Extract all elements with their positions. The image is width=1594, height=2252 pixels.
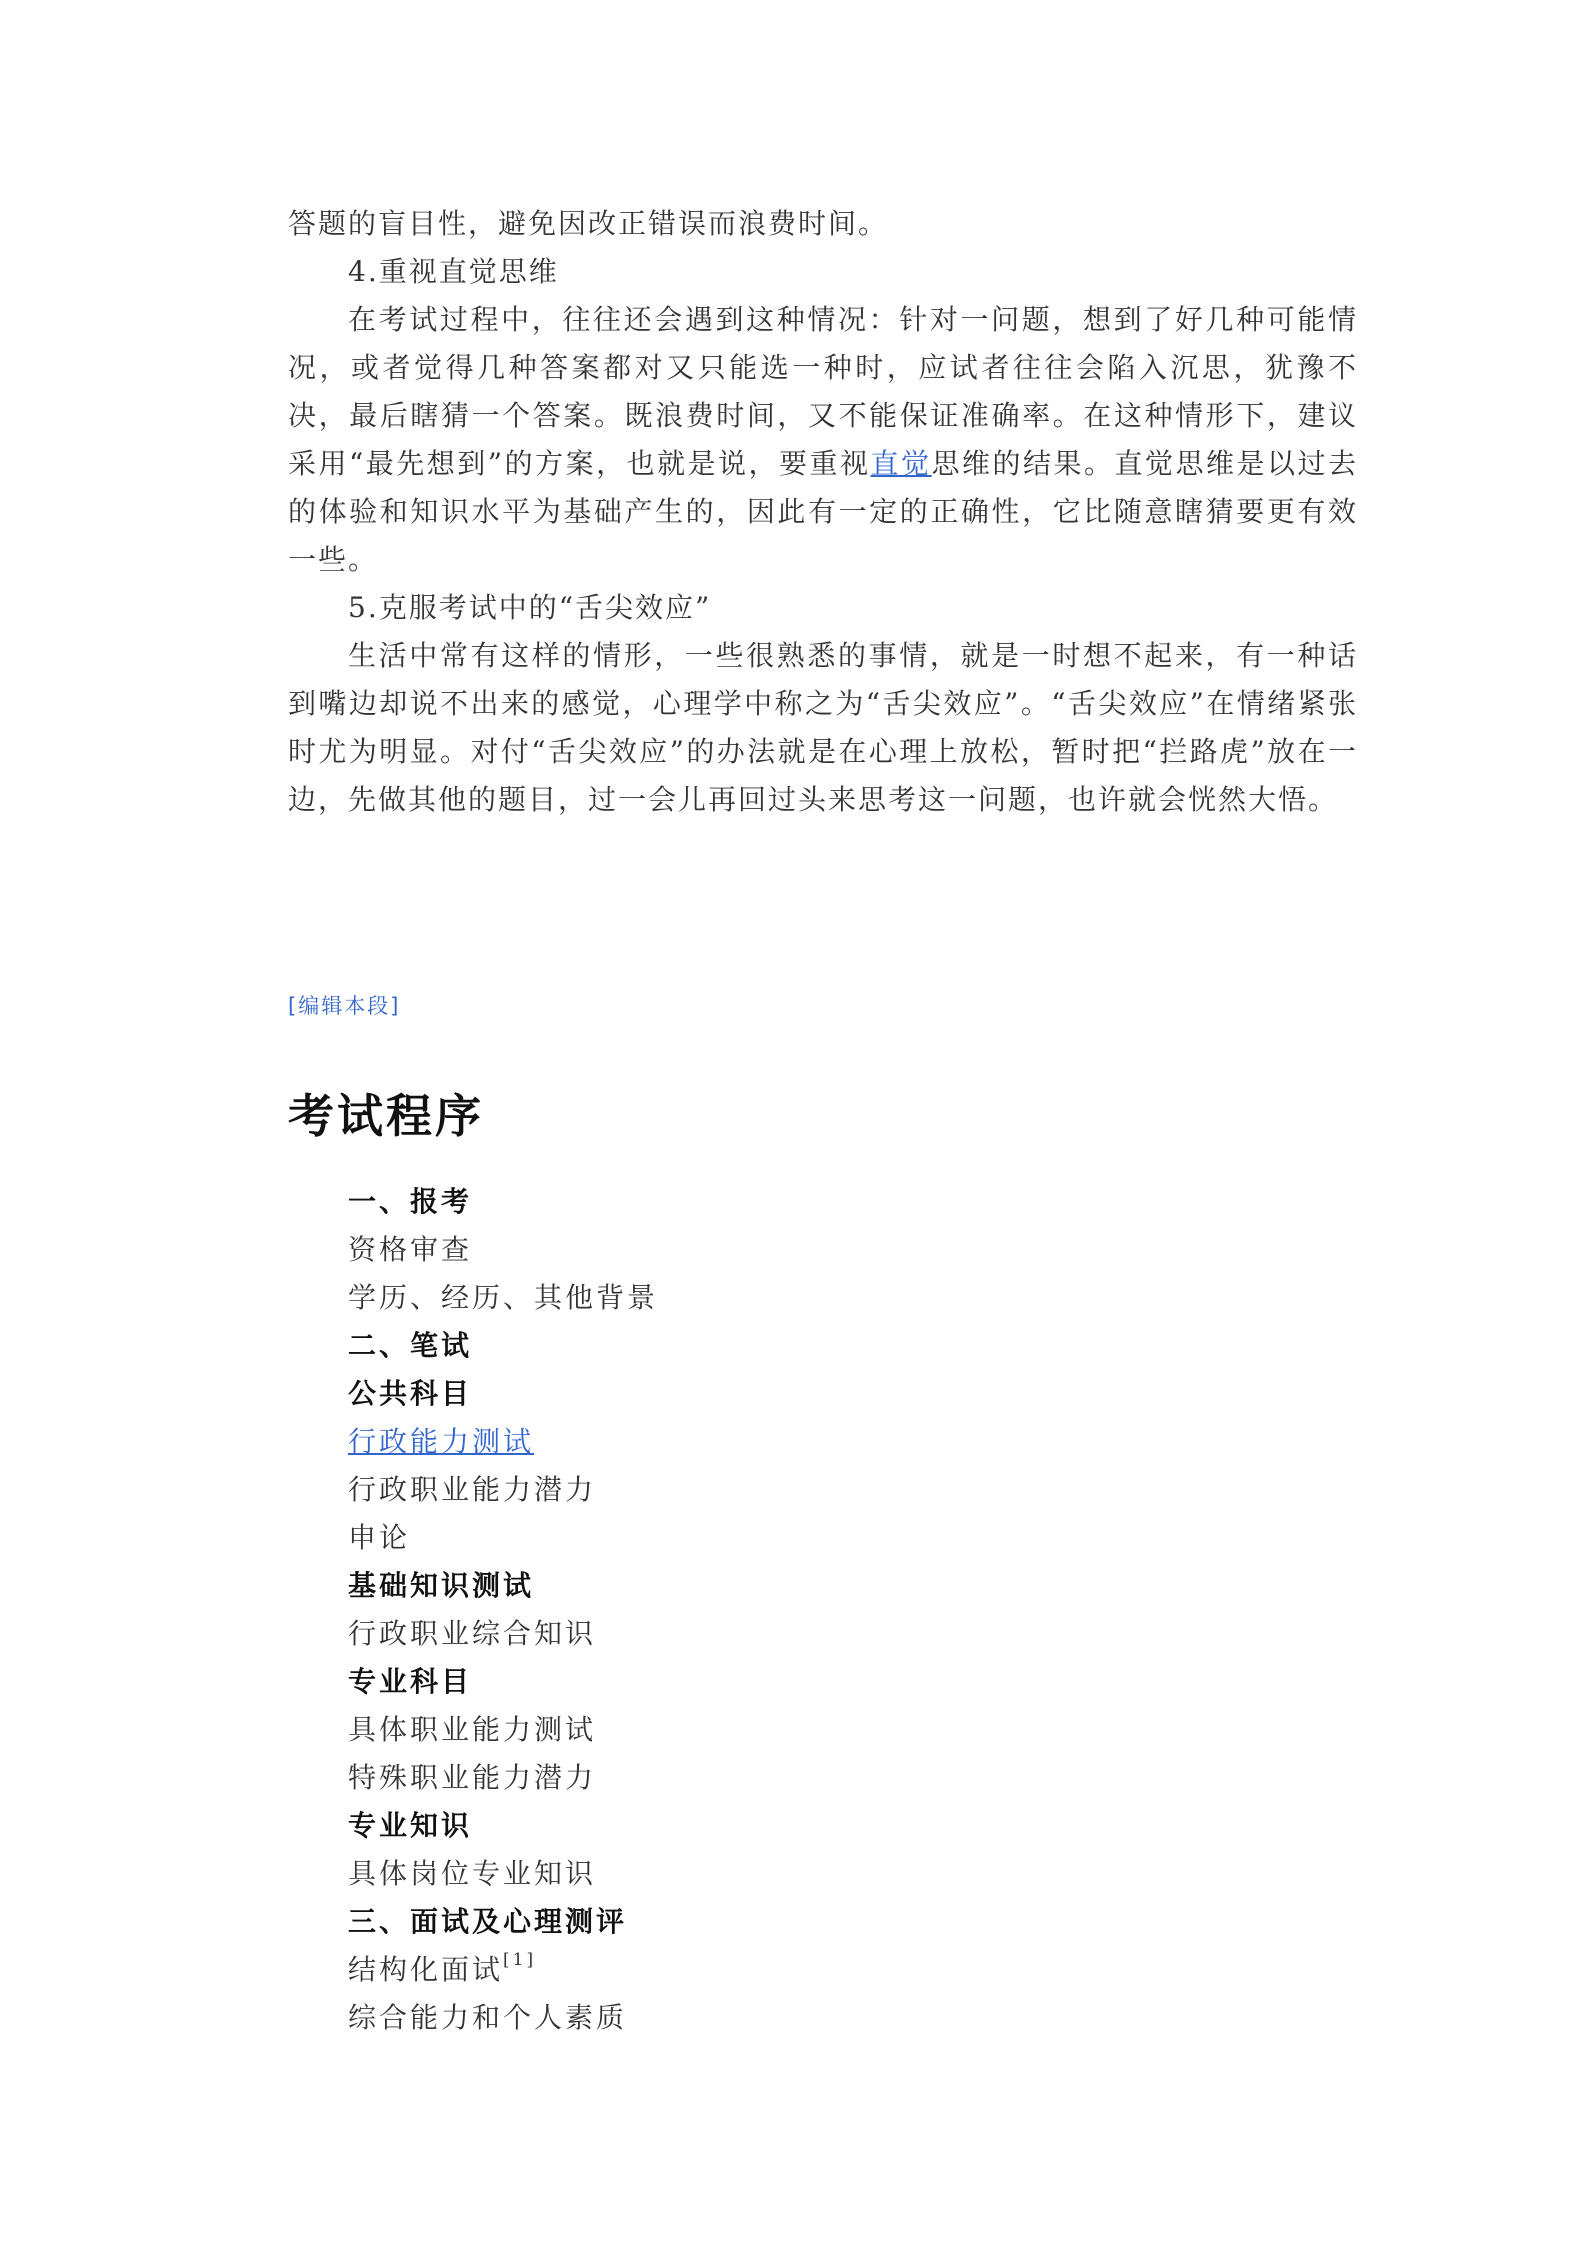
exam-procedure-outline xyxy=(348,1178,1248,2042)
outline-item-label: 行政职业能力潜力 xyxy=(348,1473,597,1506)
outline-item xyxy=(348,1274,1248,1322)
outline-item-label: 二、笔试 xyxy=(348,1329,473,1362)
outline-item xyxy=(348,1226,1248,1274)
article-body xyxy=(288,200,1358,824)
outline-item xyxy=(348,1898,1248,1946)
outline-item xyxy=(348,1946,1248,1994)
outline-item-label: 专业科目 xyxy=(348,1665,473,1698)
outline-item-label: 具体岗位专业知识 xyxy=(348,1857,597,1890)
outline-item-label: 三、面试及心理测评 xyxy=(348,1905,628,1938)
intro-tail-paragraph: 答题的盲目性，避免因改正错误而浪费时间。 xyxy=(288,207,889,240)
outline-item xyxy=(348,1466,1248,1514)
tip5-heading: 5.克服考试中的“舌尖效应” xyxy=(348,591,712,624)
outline-item-label: 申论 xyxy=(348,1521,411,1554)
outline-item xyxy=(348,1514,1248,1562)
outline-item-label: 具体职业能力测试 xyxy=(348,1713,597,1746)
outline-item xyxy=(348,1706,1248,1754)
intuition-link[interactable]: 直觉 xyxy=(870,447,932,480)
outline-item-label: 基础知识测试 xyxy=(348,1569,535,1602)
tip4-text-before-link: 在考试过程中，往往还会遇到这种情况：针对一问题，想到了好几种可能情况，或者觉得几种答案都对又只能选一种时，应试者往往会陷入沉思，犹豫不决，最后瞎猜一个答案。既浪费时间，又不能保证准确率。在这种情形下，建议采用“最先想到”的方案，也就是说，要重视 xyxy=(288,303,1358,480)
outline-item xyxy=(348,1562,1248,1610)
outline-item xyxy=(348,1754,1248,1802)
outline-item[interactable] xyxy=(348,1418,1248,1466)
outline-item xyxy=(348,1610,1248,1658)
outline-item xyxy=(348,1178,1248,1226)
outline-item-label: 特殊职业能力潜力 xyxy=(348,1761,597,1794)
tip4-text-after-link: 思维的结果。直觉思维是以过去的体验和知识水平为基础产生的，因此有一定的正确性，它比随意瞎猜要更有效一些。 xyxy=(288,447,1358,576)
outline-item-label: 专业知识 xyxy=(348,1809,473,1842)
outline-item xyxy=(348,1802,1248,1850)
reference-marker[interactable]: [1] xyxy=(503,1950,537,1970)
outline-item xyxy=(348,1850,1248,1898)
outline-item-label: 资格审查 xyxy=(348,1233,473,1266)
outline-item-label: 学历、经历、其他背景 xyxy=(348,1281,659,1314)
section-title: 考试程序 xyxy=(288,1089,484,1143)
outline-item-link[interactable]: 行政能力测试 xyxy=(348,1425,535,1458)
outline-item xyxy=(348,1994,1248,2042)
outline-item xyxy=(348,1658,1248,1706)
outline-item xyxy=(348,1322,1248,1370)
outline-item-label: 综合能力和个人素质 xyxy=(348,2001,628,2034)
edit-section-link[interactable]: [编辑本段] xyxy=(288,994,401,1018)
outline-item-label: 行政职业综合知识 xyxy=(348,1617,597,1650)
tip4-paragraph xyxy=(288,296,1358,584)
outline-item-label: 一、报考 xyxy=(348,1185,473,1218)
tip4-heading: 4.重视直觉思维 xyxy=(348,255,559,288)
outline-item-label: 结构化面试 xyxy=(348,1953,504,1986)
outline-item xyxy=(348,1370,1248,1418)
tip5-paragraph: 生活中常有这样的情形，一些很熟悉的事情，就是一时想不起来，有一种话到嘴边却说不出来的感觉，心理学中称之为“舌尖效应”。“舌尖效应”在情绪紧张时尤为明显。对付“舌尖效应”的办法就是在心理上放松，暂时把“拦路虎”放在一边，先做其他的题目，过一会儿再回过头来思考这一问题，也许就会恍然大悟。 xyxy=(288,639,1358,816)
outline-item-label: 公共科目 xyxy=(348,1377,473,1410)
